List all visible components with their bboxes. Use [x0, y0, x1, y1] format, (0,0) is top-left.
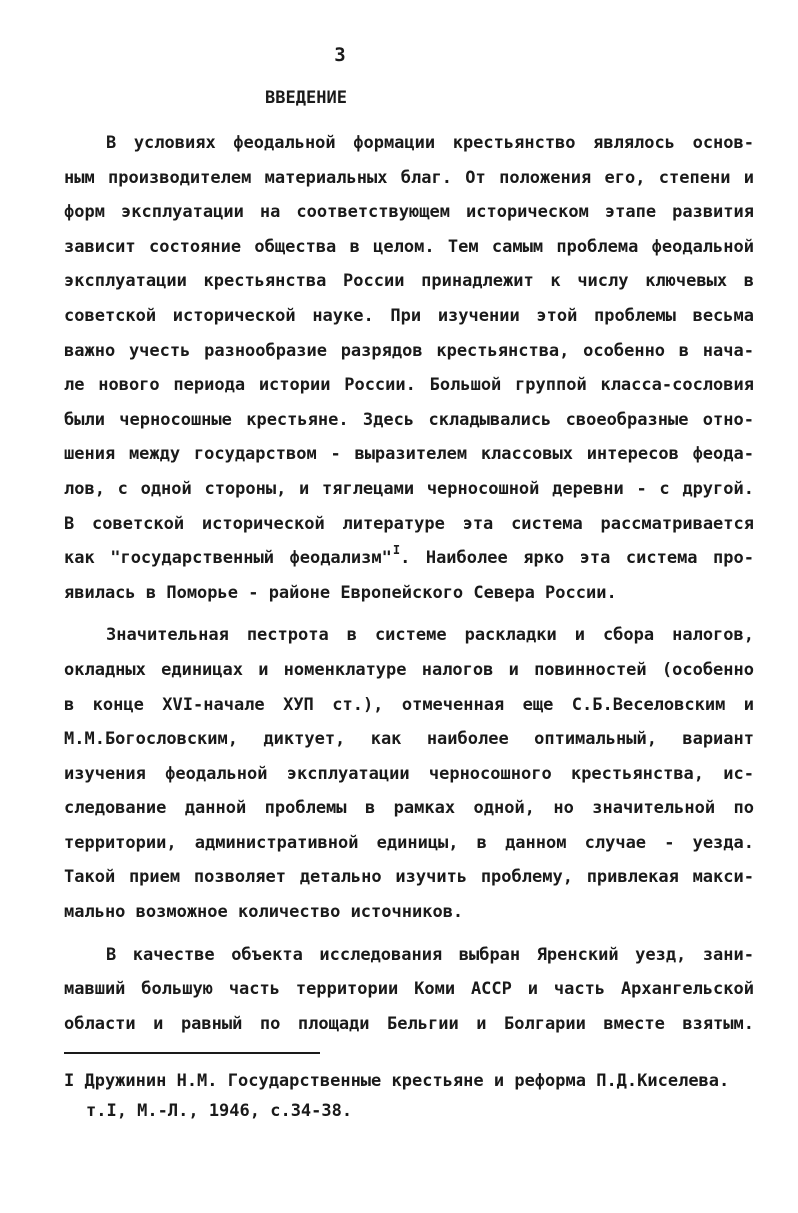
- footnote-reference: I: [392, 543, 401, 558]
- text-line: окладных единицах и номенклатуре налогов и повинностей (особенно: [64, 659, 754, 680]
- text-line: лов, с одной стороны, и тяглецами черносошной деревни - с другой.: [64, 478, 754, 499]
- text-line: изучения феодальной эксплуатации черносошного крестьянства, ис-: [64, 763, 754, 784]
- text-segment: . Наиболее ярко эта система про-: [400, 548, 754, 569]
- footnote: [64, 1066, 754, 1126]
- text-line: ным производителем материальных благ. От положения его, степени и: [64, 167, 754, 188]
- text-line: ле нового периода истории России. Большой группой класса-сословия: [64, 375, 754, 396]
- footnote-line: I Дружинин Н.М. Государственные крестьяне и реформа П.Д.Киселева.: [64, 1071, 730, 1091]
- paragraph-2: [64, 618, 754, 929]
- text-segment: как "государственный феодализм": [64, 548, 392, 569]
- text-line: шения между государством - выразителем классовых интересов феода-: [64, 444, 754, 465]
- paragraph-spacer: [64, 930, 754, 938]
- footnote-divider: [64, 1052, 320, 1054]
- text-line: были черносошные крестьяне. Здесь складывались своеобразные отно-: [64, 409, 754, 430]
- paragraph-3: [64, 938, 754, 1042]
- body-text: [64, 126, 754, 1041]
- text-line: В советской исторической литературе эта система рассматривается: [64, 513, 754, 534]
- paragraph-spacer: [64, 610, 754, 618]
- text-line: явилась в Поморье - районе Европейского Севера России.: [64, 582, 617, 603]
- text-line: следование данной проблемы в рамках одной, но значительной по: [64, 798, 754, 819]
- text-line: в конце ХVI-начале ХУП ст.), отмеченная еще С.Б.Веселовским и: [64, 694, 754, 715]
- text-line: эксплуатации крестьянства России принадлежит к числу ключевых в: [64, 271, 754, 292]
- page-number: 3: [334, 44, 346, 66]
- text-line: зависит состояние общества в целом. Тем самым проблема феодальной: [64, 236, 754, 257]
- text-line: мально возможное количество источников.: [64, 902, 464, 923]
- text-line: М.М.Богословским, диктует, как наиболее оптимальный, вариант: [64, 729, 754, 750]
- text-line: В качестве объекта исследования выбран Яренский уезд, зани-: [106, 944, 754, 965]
- text-line: территории, административной единицы, в данном случае - уезда.: [64, 832, 754, 853]
- text-line: мавший большую часть территории Коми АССР и часть Архангельской: [64, 979, 754, 1000]
- page-title: ВВЕДЕНИЕ: [265, 88, 347, 108]
- text-line-with-footnote-ref: [64, 541, 754, 576]
- text-line: форм эксплуатации на соответствующем историческом этапе развития: [64, 202, 754, 223]
- text-line: В условиях феодальной формации крестьянство являлось основ-: [106, 133, 754, 153]
- text-line: важно учесть разнообразие разрядов крестьянства, особенно в нача-: [64, 340, 754, 361]
- text-line: советской исторической науке. При изучении этой проблемы весьма: [64, 305, 754, 326]
- paragraph-1: [64, 126, 754, 610]
- text-line: Такой прием позволяет детально изучить проблему, привлекая макси-: [64, 867, 754, 888]
- text-line: области и равный по площади Бельгии и Болгарии вместе взятым.: [64, 1013, 754, 1034]
- footnote-line: т.I, М.-Л., 1946, с.34-38.: [86, 1101, 353, 1121]
- text-line: Значительная пестрота в системе раскладки и сбора налогов,: [106, 625, 754, 646]
